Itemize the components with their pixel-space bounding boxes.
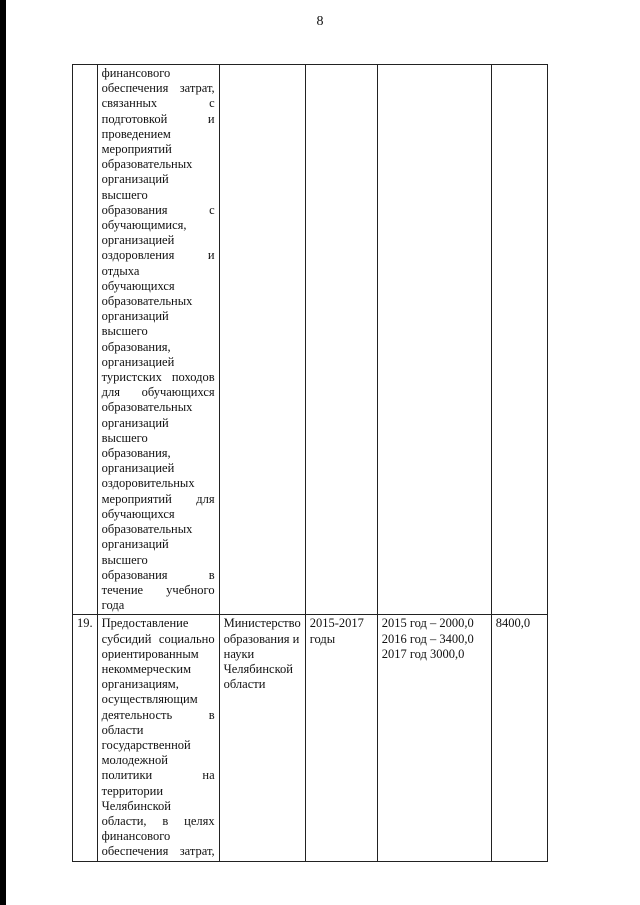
description-line: некоммерческим [101, 661, 191, 676]
description-line: государственной [101, 737, 191, 752]
description-line: территории [101, 783, 164, 798]
description-line: организацией [101, 354, 175, 369]
executor-line: области [223, 677, 266, 692]
executor-line: образования и [223, 631, 300, 646]
description-line: обеспечения затрат, [101, 81, 215, 96]
description-line: финансового [101, 829, 171, 844]
description-line: образования с [101, 202, 215, 217]
description-line: для обучающихся [101, 385, 215, 400]
row-number-cell [73, 615, 98, 861]
executor-line: Челябинской [223, 661, 293, 676]
description-line: финансового [101, 66, 171, 80]
description-cell [97, 65, 219, 615]
row-number: 19. [77, 616, 93, 631]
amounts-cell [377, 615, 491, 861]
table-row-continuation [73, 65, 548, 615]
description-line: области, в целях [101, 813, 215, 828]
description-line: обучающихся [101, 278, 175, 293]
row-number-cell [73, 65, 98, 615]
total-cell [491, 65, 547, 615]
page-number: 8 [316, 14, 324, 29]
description-line: мероприятий для [101, 491, 215, 506]
description-line: высшего [101, 430, 148, 445]
description-line: высшего [101, 187, 148, 202]
description-line: проведением [101, 126, 171, 141]
description-line: обеспечения затрат, [101, 844, 215, 859]
description-line: Предоставление [101, 616, 189, 631]
description-line: обучающихся [101, 506, 175, 521]
total-cell [491, 615, 547, 861]
period-cell [305, 615, 377, 861]
description-line: туристских походов [101, 370, 215, 385]
description-line: организаций [101, 172, 169, 187]
period-cell [305, 65, 377, 615]
description-line: организациям, [101, 677, 179, 692]
description-line: субсидий социально [101, 631, 215, 646]
description-line: оздоровления и [101, 248, 215, 263]
description-line: политики на [101, 768, 215, 783]
executor-cell [219, 615, 305, 861]
description-line: организаций [101, 537, 169, 552]
description-line: образовательных [101, 400, 193, 415]
description-line: ориентированным [101, 646, 199, 661]
description-line: организаций [101, 415, 169, 430]
description-cell [97, 615, 219, 861]
executor-line: науки [223, 646, 255, 661]
description-line: организацией [101, 461, 175, 476]
description-line: образования, [101, 446, 171, 461]
period-line: 2015-2017 [309, 616, 364, 631]
description-line: высшего [101, 552, 148, 567]
executor-line: Министерство [223, 616, 301, 631]
executor-cell [219, 65, 305, 615]
amount-line: 2017 год 3000,0 [381, 646, 465, 661]
page-left-edge [0, 0, 6, 905]
description-line: области [101, 722, 144, 737]
description-line: образования в [101, 567, 215, 582]
description-line: оздоровительных [101, 476, 195, 491]
amount-line: 2016 год – 3400,0 [381, 631, 474, 646]
description-line: молодежной [101, 753, 168, 768]
description-line: деятельность в [101, 707, 215, 722]
description-line: года [101, 598, 125, 613]
description-line: образовательных [101, 522, 193, 537]
description-line: мероприятий [101, 142, 172, 157]
description-line: образовательных [101, 294, 193, 309]
description-line: образовательных [101, 157, 193, 172]
description-line: обучающимися, [101, 218, 187, 233]
description-line: подготовкой и [101, 111, 215, 126]
description-line: организацией [101, 233, 175, 248]
description-line: высшего [101, 324, 148, 339]
amount-line: 2015 год – 2000,0 [381, 616, 474, 631]
description-line: осуществляющим [101, 692, 198, 707]
description-line: Челябинской [101, 798, 171, 813]
description-line: связанных с [101, 96, 215, 111]
amounts-cell [377, 65, 491, 615]
table-row-19 [73, 615, 548, 861]
program-table [72, 64, 548, 862]
description-line: образования, [101, 339, 171, 354]
description-line: отдыха [101, 263, 140, 278]
description-line: организаций [101, 309, 169, 324]
description-line: течение учебного [101, 582, 215, 597]
total-amount: 8400,0 [495, 616, 531, 631]
period-line: годы [309, 631, 336, 646]
